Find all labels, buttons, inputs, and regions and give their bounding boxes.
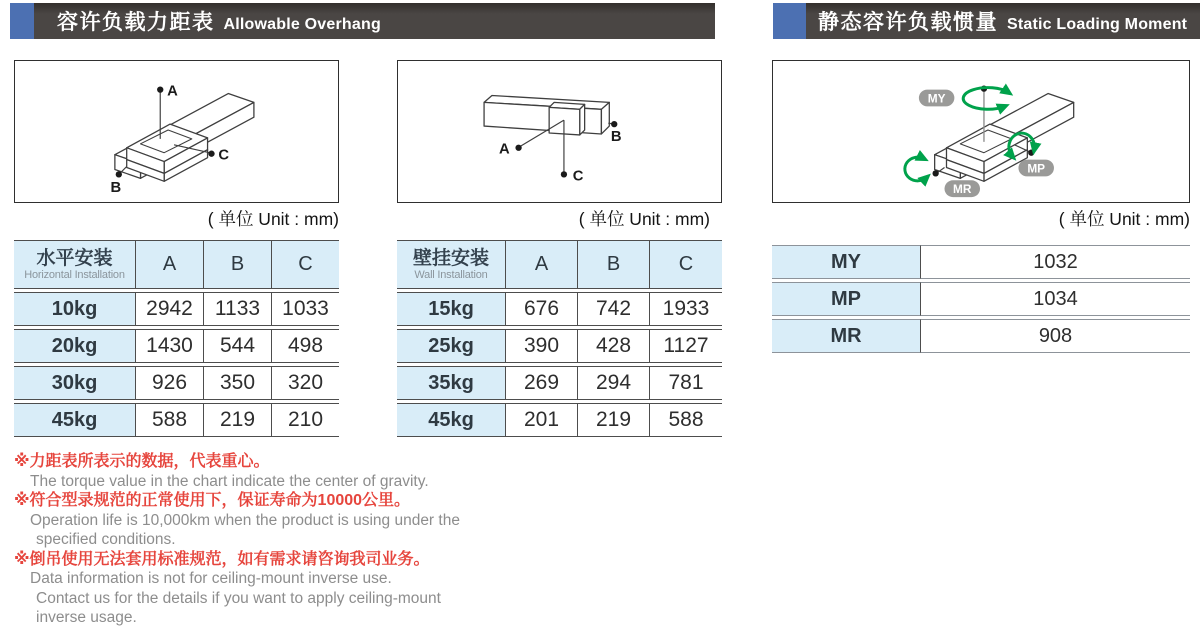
col-header-b: B bbox=[203, 240, 271, 289]
cell-c: 1033 bbox=[271, 292, 339, 326]
cell-b: 350 bbox=[203, 366, 271, 400]
cell-load: 45kg bbox=[14, 403, 135, 437]
table-title-cn: 水平安装 bbox=[36, 247, 113, 269]
mp-badge-label: MP bbox=[1027, 161, 1046, 176]
point-a-dot bbox=[157, 86, 163, 92]
table-title-cell bbox=[397, 240, 505, 289]
cell-a: 588 bbox=[135, 403, 203, 437]
table-header-row bbox=[14, 240, 339, 289]
rotation-arrow-mr bbox=[905, 157, 927, 181]
cell-c: 1127 bbox=[649, 329, 722, 363]
cell-b: 742 bbox=[577, 292, 649, 326]
section-title-en: Static Loading Moment bbox=[1007, 16, 1188, 33]
section-title-cn: 容许负载力距表 bbox=[57, 11, 215, 34]
footnotes bbox=[14, 452, 484, 628]
table-title-cn: 壁挂安装 bbox=[412, 247, 489, 269]
note-en: inverse usage. bbox=[36, 609, 137, 626]
cell-b: 428 bbox=[577, 329, 649, 363]
table-row bbox=[14, 329, 339, 363]
note-cn: ※符合型录规范的正常使用下，保证寿命为10000公里。 bbox=[14, 492, 411, 509]
section-title-en: Allowable Overhang bbox=[223, 16, 381, 33]
static-moment-diagram bbox=[772, 60, 1190, 203]
point-c-label: C bbox=[218, 147, 230, 164]
table-row bbox=[397, 292, 722, 326]
section-title bbox=[818, 6, 1187, 36]
point-b-label: B bbox=[610, 128, 622, 145]
wall-installation-drawing bbox=[398, 61, 721, 202]
col-header-a: A bbox=[135, 240, 203, 289]
table-row bbox=[14, 403, 339, 437]
blue-square-marker bbox=[10, 3, 34, 39]
cell-moment-value: 908 bbox=[920, 319, 1190, 353]
cell-a: 269 bbox=[505, 366, 577, 400]
cell-a: 201 bbox=[505, 403, 577, 437]
cell-moment-label: MY bbox=[772, 245, 920, 279]
wall-installation-table bbox=[397, 237, 722, 440]
col-header-c: C bbox=[649, 240, 722, 289]
mr-axis-dot bbox=[932, 170, 938, 176]
table-row bbox=[772, 319, 1190, 353]
point-c-dot bbox=[208, 151, 214, 157]
note-en: The torque value in the chart indicate the center of gravity. bbox=[30, 472, 429, 490]
cell-c: 210 bbox=[271, 403, 339, 437]
section-header-allowable-overhang bbox=[10, 3, 715, 39]
table-row bbox=[14, 366, 339, 400]
col-header-a: A bbox=[505, 240, 577, 289]
point-a-label: A bbox=[167, 83, 178, 100]
cell-load: 15kg bbox=[397, 292, 505, 326]
note-en: Data information is not for ceiling-mount inverse use. bbox=[30, 570, 392, 587]
col-header-c: C bbox=[271, 240, 339, 289]
blue-square-marker bbox=[773, 3, 806, 39]
cell-a: 390 bbox=[505, 329, 577, 363]
cell-c: 320 bbox=[271, 366, 339, 400]
section-title-cn: 静态容许负载惯量 bbox=[818, 11, 998, 34]
table-title-cell bbox=[14, 240, 135, 289]
cell-b: 1133 bbox=[203, 292, 271, 326]
cell-a: 1430 bbox=[135, 329, 203, 363]
unit-label: ( 单位 Unit : mm) bbox=[1058, 209, 1190, 229]
cell-moment-value: 1034 bbox=[920, 282, 1190, 316]
cell-a: 926 bbox=[135, 366, 203, 400]
point-b-dot bbox=[611, 121, 617, 127]
cell-load: 30kg bbox=[14, 366, 135, 400]
cell-moment-label: MR bbox=[772, 319, 920, 353]
cell-a: 2942 bbox=[135, 292, 203, 326]
cell-moment-label: MP bbox=[772, 282, 920, 316]
cell-b: 219 bbox=[203, 403, 271, 437]
cell-c: 588 bbox=[649, 403, 722, 437]
horizontal-installation-diagram bbox=[14, 60, 339, 203]
table-row bbox=[14, 292, 339, 326]
section-title bbox=[57, 6, 381, 36]
cell-load: 25kg bbox=[397, 329, 505, 363]
table-row bbox=[397, 329, 722, 363]
cell-c: 498 bbox=[271, 329, 339, 363]
cell-c: 1933 bbox=[649, 292, 722, 326]
col-header-b: B bbox=[577, 240, 649, 289]
horizontal-installation-table bbox=[14, 237, 339, 440]
note-cn: ※力距表所表示的数据，代表重心。 bbox=[14, 453, 270, 470]
mr-badge-label: MR bbox=[953, 182, 972, 197]
note-en: Contact us for the details if you want to apply ceiling-mount bbox=[36, 589, 441, 607]
cell-moment-value: 1032 bbox=[920, 245, 1190, 279]
my-badge-label: MY bbox=[927, 91, 946, 106]
note-en: specified conditions. bbox=[36, 531, 176, 548]
unit-label: ( 单位 Unit : mm) bbox=[207, 209, 339, 229]
table-row bbox=[397, 366, 722, 400]
note-cn: ※倒吊使用无法套用标准规范，如有需求请咨询我司业务。 bbox=[14, 550, 430, 568]
table-row bbox=[397, 403, 722, 437]
point-c-dot bbox=[561, 171, 567, 177]
cell-c: 781 bbox=[649, 366, 722, 400]
cell-load: 45kg bbox=[397, 403, 505, 437]
unit-label: ( 单位 Unit : mm) bbox=[578, 209, 710, 229]
table-title-en: Wall Installation bbox=[414, 269, 488, 282]
table-header-row bbox=[397, 240, 722, 289]
point-a-label: A bbox=[499, 141, 510, 158]
cell-b: 294 bbox=[577, 366, 649, 400]
section-header-static-loading-moment bbox=[773, 3, 1200, 39]
carriage-3d bbox=[549, 102, 584, 135]
cell-a: 676 bbox=[505, 292, 577, 326]
note-en: Operation life is 10,000km when the product is using under the bbox=[30, 511, 460, 529]
cell-load: 20kg bbox=[14, 329, 135, 363]
point-b-dot bbox=[116, 171, 122, 177]
cell-b: 544 bbox=[203, 329, 271, 363]
wall-installation-diagram bbox=[397, 60, 722, 203]
horizontal-installation-drawing bbox=[15, 61, 338, 202]
table-title-en: Horizontal Installation bbox=[24, 269, 125, 282]
cell-load: 10kg bbox=[14, 292, 135, 326]
table-row bbox=[772, 245, 1190, 279]
point-b-label: B bbox=[110, 180, 122, 197]
point-a-dot bbox=[515, 145, 521, 151]
point-c-label: C bbox=[572, 168, 584, 185]
static-moment-drawing bbox=[773, 61, 1189, 202]
cell-load: 35kg bbox=[397, 366, 505, 400]
table-row bbox=[772, 282, 1190, 316]
cell-b: 219 bbox=[577, 403, 649, 437]
rail-3d bbox=[484, 96, 609, 134]
static-moment-table bbox=[772, 242, 1190, 356]
